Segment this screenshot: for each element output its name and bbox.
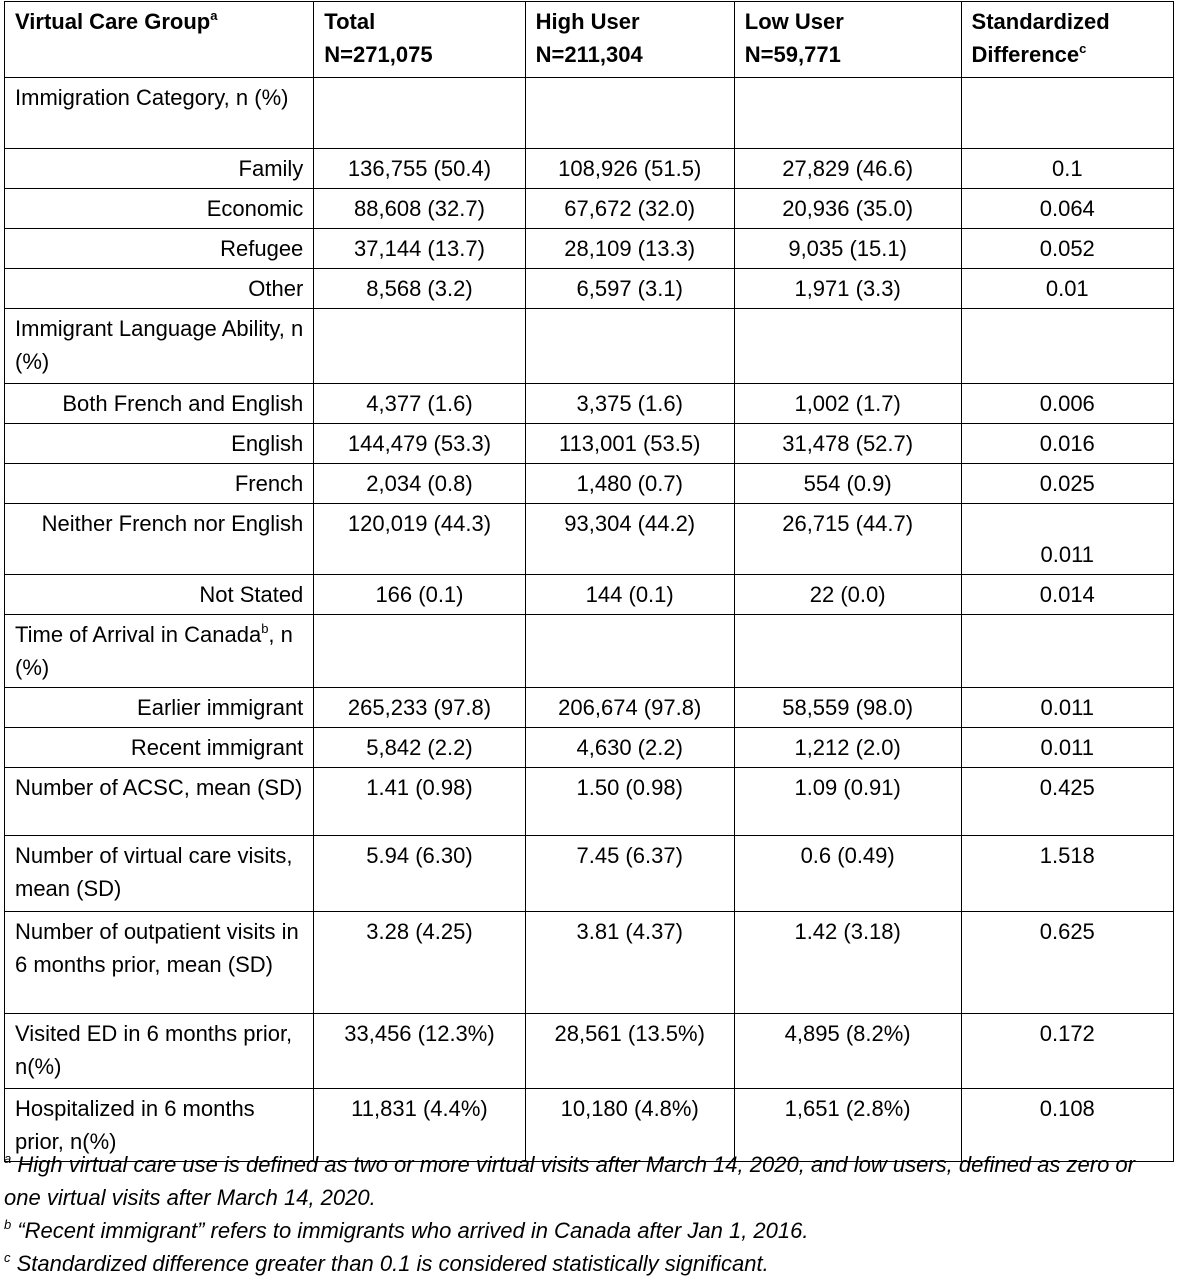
section-row-immigration-category (5, 78, 1174, 149)
header-total: Total N=271,075 (314, 2, 525, 78)
table-row (5, 424, 1174, 464)
cell-total: 2,034 (0.8) (314, 464, 525, 504)
cell-std: 0.052 (961, 229, 1173, 269)
row-label: Number of outpatient visits in 6 months prior, mean (SD) (5, 912, 314, 1014)
table-row (5, 1014, 1174, 1089)
cell-total: 5,842 (2.2) (314, 728, 525, 768)
footnote-a: $^a$ High virtual care use is defined as two or more virtual visits after March 14, 2020, and low users, defined as zero or one virtual visits after March 14, 2020. (4, 1151, 1135, 1210)
footnote-b: $^b$ “Recent immigrant” refers to immigrants who arrived in Canada after Jan 1, 2016. (4, 1217, 809, 1243)
cell-std: 0.011 (961, 504, 1173, 575)
cell-high: 93,304 (44.2) (525, 504, 734, 575)
cell-total: 120,019 (44.3) (314, 504, 525, 575)
cell-std: 0.064 (961, 189, 1173, 229)
cell-high: 67,672 (32.0) (525, 189, 734, 229)
row-label: Recent immigrant (5, 728, 314, 768)
cell-low: 1,002 (1.7) (734, 384, 961, 424)
cell-low: 1,651 (2.8%) (734, 1089, 961, 1162)
cell-high: 10,180 (4.8%) (525, 1089, 734, 1162)
cell-std: 0.1 (961, 149, 1173, 189)
row-label: Other (5, 269, 314, 309)
cell-low: 0.6 (0.49) (734, 836, 961, 912)
cell-total: 8,568 (3.2) (314, 269, 525, 309)
footnotes (4, 1148, 1174, 1280)
cell-std: 0.172 (961, 1014, 1173, 1089)
cell-std: 0.108 (961, 1089, 1173, 1162)
cell-total: 265,233 (97.8) (314, 688, 525, 728)
cell-high: 3,375 (1.6) (525, 384, 734, 424)
row-label: Visited ED in 6 months prior, n(%) (5, 1014, 314, 1089)
cell-std: 0.006 (961, 384, 1173, 424)
cell-total: 37,144 (13.7) (314, 229, 525, 269)
row-label: Neither French nor English (5, 504, 314, 575)
table-row (5, 688, 1174, 728)
cell-std: 0.625 (961, 912, 1173, 1014)
cell-low: 1.42 (3.18) (734, 912, 961, 1014)
cell-high: 7.45 (6.37) (525, 836, 734, 912)
row-label: Immigrant Language Ability, n (%) (5, 309, 314, 384)
header-group: Virtual Care Group$^a$ (5, 2, 314, 78)
table-row (5, 728, 1174, 768)
cell-high: 1,480 (0.7) (525, 464, 734, 504)
cell-high: 6,597 (3.1) (525, 269, 734, 309)
characteristics-table (4, 1, 1174, 1162)
cell-total: 136,755 (50.4) (314, 149, 525, 189)
cell-std: 0.014 (961, 575, 1173, 615)
header-high-user: High User N=211,304 (525, 2, 734, 78)
cell-low: 1,971 (3.3) (734, 269, 961, 309)
cell-high: 28,109 (13.3) (525, 229, 734, 269)
row-label: Both French and English (5, 384, 314, 424)
row-label: Refugee (5, 229, 314, 269)
row-label: Earlier immigrant (5, 688, 314, 728)
cell-total: 3.28 (4.25) (314, 912, 525, 1014)
cell-high: 206,674 (97.8) (525, 688, 734, 728)
table-row (5, 504, 1174, 575)
cell-low: 9,035 (15.1) (734, 229, 961, 269)
cell-high: 28,561 (13.5%) (525, 1014, 734, 1089)
cell-std: 0.011 (961, 728, 1173, 768)
cell-total: 5.94 (6.30) (314, 836, 525, 912)
cell-low: 554 (0.9) (734, 464, 961, 504)
cell-std: 0.025 (961, 464, 1173, 504)
section-row-time-of-arrival (5, 615, 1174, 688)
cell-low: 1,212 (2.0) (734, 728, 961, 768)
header-std-diff: Standardized Difference$^c$ (961, 2, 1173, 78)
header-low-user: Low User N=59,771 (734, 2, 961, 78)
cell-high: 3.81 (4.37) (525, 912, 734, 1014)
cell-low: 58,559 (98.0) (734, 688, 961, 728)
cell-high: 113,001 (53.5) (525, 424, 734, 464)
row-label: French (5, 464, 314, 504)
header-row (5, 2, 1174, 78)
footnote-c: $^c$ Standardized difference greater than 0.1 is considered statistically significant. (4, 1250, 769, 1276)
row-label: Number of ACSC, mean (SD) (5, 768, 314, 836)
cell-high: 108,926 (51.5) (525, 149, 734, 189)
row-label: Family (5, 149, 314, 189)
cell-std: 0.425 (961, 768, 1173, 836)
table-row (5, 269, 1174, 309)
cell-low: 22 (0.0) (734, 575, 961, 615)
cell-total: 11,831 (4.4%) (314, 1089, 525, 1162)
table-row (5, 912, 1174, 1014)
cell-low: 27,829 (46.6) (734, 149, 961, 189)
cell-total: 88,608 (32.7) (314, 189, 525, 229)
row-label: Number of virtual care visits, mean (SD) (5, 836, 314, 912)
row-label: Time of Arrival in Canada$^b$, n (%) (5, 615, 314, 688)
cell-low: 4,895 (8.2%) (734, 1014, 961, 1089)
cell-std: 0.016 (961, 424, 1173, 464)
cell-high: 1.50 (0.98) (525, 768, 734, 836)
cell-total: 144,479 (53.3) (314, 424, 525, 464)
cell-low: 20,936 (35.0) (734, 189, 961, 229)
cell-total: 166 (0.1) (314, 575, 525, 615)
table-row (5, 464, 1174, 504)
cell-low: 1.09 (0.91) (734, 768, 961, 836)
cell-total: 33,456 (12.3%) (314, 1014, 525, 1089)
cell-high: 4,630 (2.2) (525, 728, 734, 768)
row-label: Economic (5, 189, 314, 229)
row-label: Hospitalized in 6 months prior, n(%) (5, 1089, 314, 1162)
table-row (5, 189, 1174, 229)
table-row (5, 384, 1174, 424)
row-label: Immigration Category, n (%) (5, 78, 314, 149)
row-label: English (5, 424, 314, 464)
cell-total: 4,377 (1.6) (314, 384, 525, 424)
row-label: Not Stated (5, 575, 314, 615)
table-row (5, 836, 1174, 912)
cell-high: 144 (0.1) (525, 575, 734, 615)
table-row (5, 768, 1174, 836)
cell-low: 31,478 (52.7) (734, 424, 961, 464)
table-row (5, 575, 1174, 615)
cell-std: 1.518 (961, 836, 1173, 912)
table-row (5, 229, 1174, 269)
cell-std: 0.01 (961, 269, 1173, 309)
cell-total: 1.41 (0.98) (314, 768, 525, 836)
table-row (5, 149, 1174, 189)
cell-std: 0.011 (961, 688, 1173, 728)
cell-low: 26,715 (44.7) (734, 504, 961, 575)
section-row-language-ability (5, 309, 1174, 384)
